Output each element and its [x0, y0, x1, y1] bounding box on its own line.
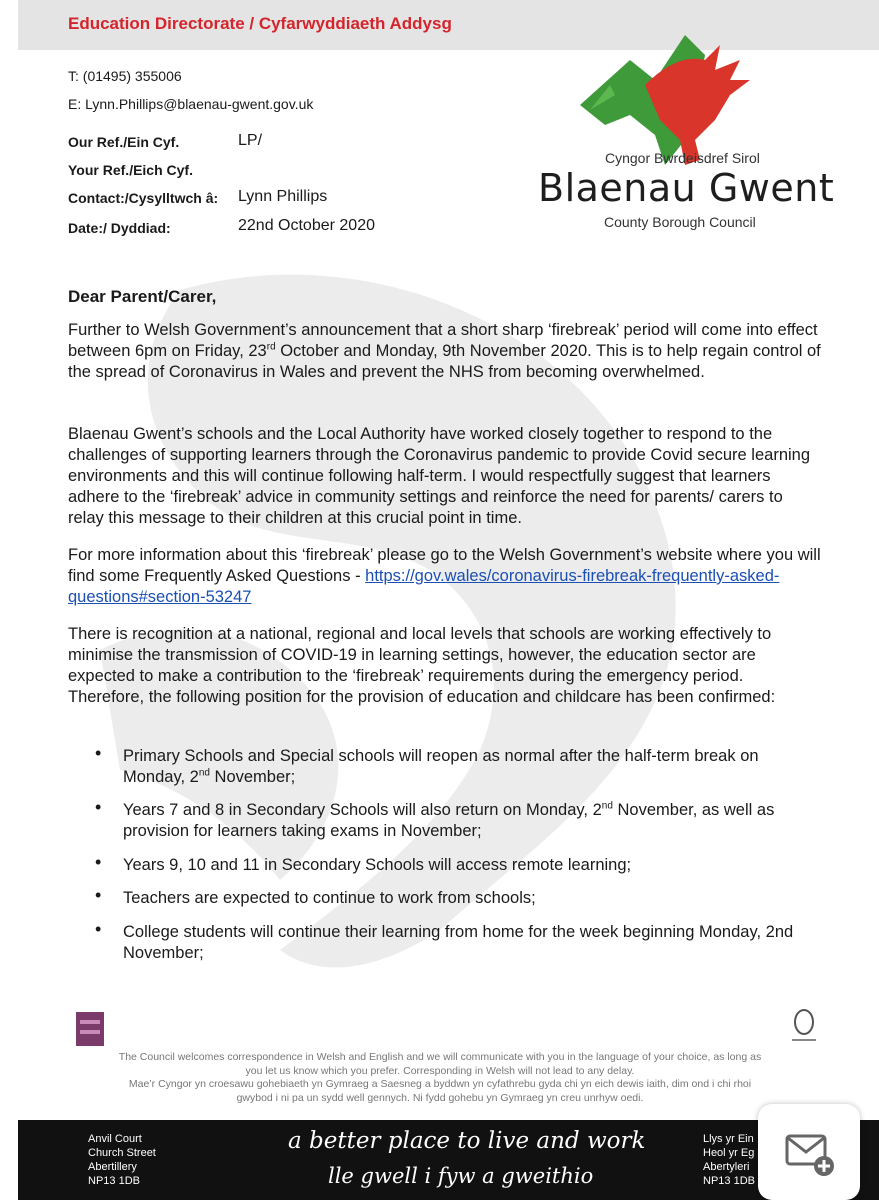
bullet-item-2 [123, 800, 823, 842]
bullet-2-sup: nd [601, 800, 613, 812]
bullet-marker: • [95, 743, 102, 763]
contact-value: Lynn Phillips [238, 188, 328, 205]
language-policy-welsh: Mae’r Cyngor yn croesawu gohebiaeth yn Gymraeg a Saesneg a byddwn yn cyfathrebu gyda chi yn eich dewis iaith, dim ond i chi rhoi gwybod i ni pa un sydd well gennych. Ni fydd gohebu yn Gymraeg yn creu unrhyw oedi. [128, 1078, 752, 1104]
our-ref-label: Our Ref./Ein Cyf. [68, 134, 180, 150]
logo-name: Blaenau Gwent [538, 166, 835, 210]
logo-welsh-subtitle: Cyngor Bwrdeisdref Sirol [605, 150, 760, 166]
welsh-language-badge-icon [74, 1010, 106, 1048]
address-line: Abertyleri [703, 1161, 750, 1173]
mail-add-icon [784, 1130, 836, 1178]
faq-link[interactable]: https://gov.wales/coronavirus-firebreak-frequently-asked-questions#section-53247 [68, 567, 780, 606]
address-line: NP13 1DB [88, 1175, 140, 1187]
slogan-english: a better place to live and work [288, 1128, 646, 1154]
phone-number: T: (01495) 355006 [68, 68, 182, 84]
bullet-2-text-a: Years 7 and 8 in Secondary Schools will also return on Monday, 2 [123, 801, 602, 819]
bullet-item-4: Teachers are expected to continue to work from schools; [123, 889, 536, 907]
paragraph-4: There is recognition at a national, regional and local levels that schools are working effectively to minimise the transmission of COVID-19 in learning settings, however, the education sector are expected to make a contribution to the ‘firebreak’ requirements during the emergency period. Therefore, the following position for the provision of education and childcare has been confirmed: [68, 625, 776, 706]
bullet-marker: • [95, 919, 102, 939]
address-line: NP13 1DB [703, 1175, 755, 1187]
address-line: Llys yr Ein [703, 1133, 754, 1145]
date-value: 22nd October 2020 [238, 217, 375, 234]
paragraph-2: Blaenau Gwent’s schools and the Local Authority have worked closely together to respond to the challenges of supporting learners through the Coronavirus pandemic to provide Covid secure learning environments and this will continue following half-term. I would respectfully suggest that learners adhere to the ‘firebreak’ advice in community settings and reinforce the need for parents/ carers to relay this message to their children at this crucial point in time. [68, 425, 811, 527]
bullet-item-3: Years 9, 10 and 11 in Secondary Schools will access remote learning; [123, 856, 632, 874]
address-line: Anvil Court [88, 1133, 142, 1145]
add-to-mail-button[interactable] [758, 1104, 860, 1200]
contact-label: Contact:/Cysylltwch â: [68, 190, 219, 206]
paragraph-1-sup: rd [266, 341, 276, 353]
bullet-2-text-b: November, as well as provision for learners taking exams in November; [123, 801, 775, 840]
bullet-1-text-a: Primary Schools and Special schools will reopen as normal after the half-term break on Monday, 2 [123, 747, 759, 786]
our-ref-value: LP/ [238, 132, 263, 149]
email-address: E: Lynn.Phillips@blaenau-gwent.gov.uk [68, 96, 314, 112]
paragraph-1-text-b: October and Monday, 9th November 2020. This is to help regain control of the spread of Coronavirus in Wales and prevent the NHS from becoming overwhelmed. [68, 342, 821, 381]
directorate-title: Education Directorate / Cyfarwyddiaeth Addysg [68, 14, 452, 33]
bullet-1-text-b: November; [209, 768, 296, 786]
bullet-item-1 [123, 746, 823, 788]
address-line: Heol yr Eg [703, 1147, 755, 1159]
address-line: Abertillery [88, 1161, 137, 1173]
address-english [88, 1132, 156, 1188]
paragraph-3-text: For more information about this ‘firebreak’ please go to the Welsh Government’s website where you will find some Frequently Asked Questions - [68, 546, 821, 585]
bullet-item-5: College students will continue their learning from home for the week beginning Monday, 2nd November; [123, 923, 794, 962]
bullet-marker: • [95, 885, 102, 905]
slogan-welsh: lle gwell i fyw a gweithio [328, 1164, 594, 1188]
bullet-marker: • [95, 797, 102, 817]
bullet-marker: • [95, 852, 102, 872]
paragraph-1-text-a: Further to Welsh Government’s announcement that a short sharp ‘firebreak’ period will come into effect between 6pm on Friday, 23 [68, 321, 818, 360]
salutation: Dear Parent/Carer, [68, 287, 217, 306]
paragraph-3 [68, 545, 823, 608]
your-ref-label: Your Ref./Eich Cyf. [68, 162, 193, 178]
language-policy-english: The Council welcomes correspondence in Welsh and English and we will communicate with you in the language of your choice, as long as you let us know which you prefer. Corresponding in Welsh will not lead to any delay. [118, 1051, 762, 1077]
paragraph-1 [68, 320, 823, 383]
address-welsh [703, 1132, 755, 1188]
address-line: Church Street [88, 1147, 156, 1159]
bullet-1-sup: nd [198, 767, 210, 779]
accreditation-seal-icon [788, 1008, 820, 1044]
date-label: Date:/ Dyddiad: [68, 220, 171, 236]
logo-council: County Borough Council [604, 214, 756, 230]
